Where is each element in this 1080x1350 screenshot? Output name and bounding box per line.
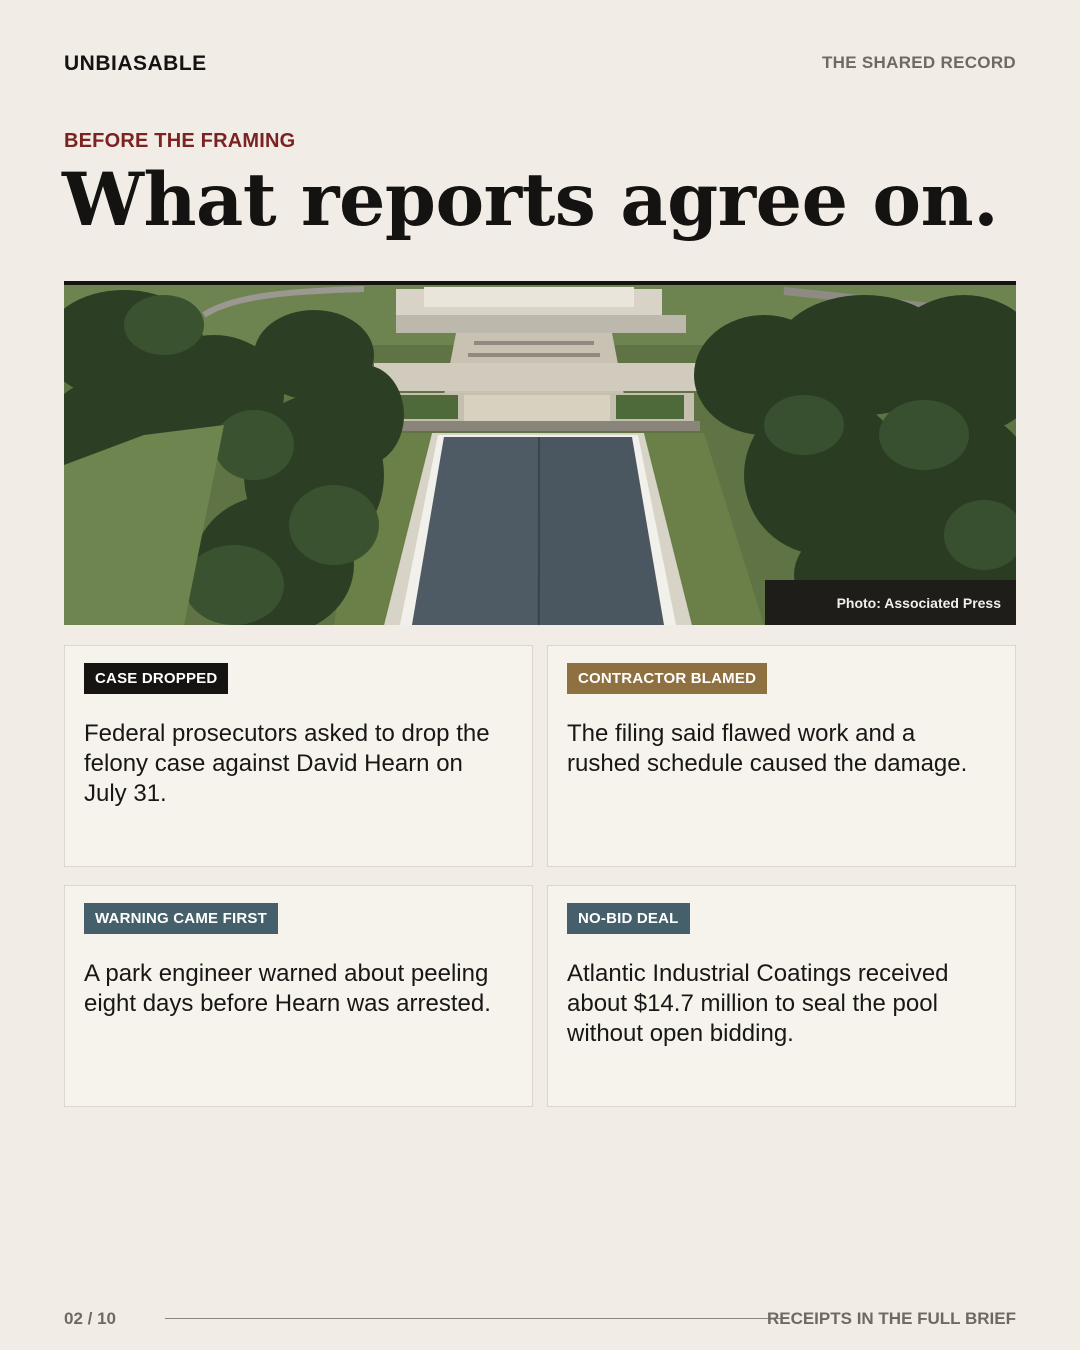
kicker: BEFORE THE FRAMING <box>64 130 296 152</box>
fact-tag: NO-BID DEAL <box>567 903 690 934</box>
fact-card <box>547 885 1016 1107</box>
fact-text: Atlantic Industrial Coatings received about $14.7 million to seal the pool without open bidding. <box>567 960 949 1047</box>
headline: What reports agree on. <box>62 157 999 243</box>
photo-illustration <box>64 285 1016 625</box>
fact-tag: CASE DROPPED <box>84 663 228 694</box>
fact-tag: WARNING CAME FIRST <box>84 903 278 934</box>
fact-text: The filing said flawed work and a rushed schedule caused the damage. <box>567 720 968 777</box>
photo-credit: Photo: Associated Press <box>765 580 1016 625</box>
footer-divider <box>165 1318 785 1319</box>
fact-card <box>64 885 533 1107</box>
fact-text: Federal prosecutors asked to drop the felony case against David Hearn on July 31. <box>84 720 490 807</box>
footer-cta: RECEIPTS IN THE FULL BRIEF <box>766 1309 1016 1328</box>
fact-tag: CONTRACTOR BLAMED <box>567 663 767 694</box>
page-indicator: 02 / 10 <box>64 1309 116 1328</box>
fact-card <box>64 645 533 867</box>
section-label: THE SHARED RECORD <box>821 53 1016 72</box>
brand-name: UNBIASABLE <box>64 52 207 75</box>
fact-card <box>547 645 1016 867</box>
fact-text: A park engineer warned about peeling eight days before Hearn was arrested. <box>84 960 491 1017</box>
aerial-reflecting-pool-photo <box>64 281 1016 625</box>
